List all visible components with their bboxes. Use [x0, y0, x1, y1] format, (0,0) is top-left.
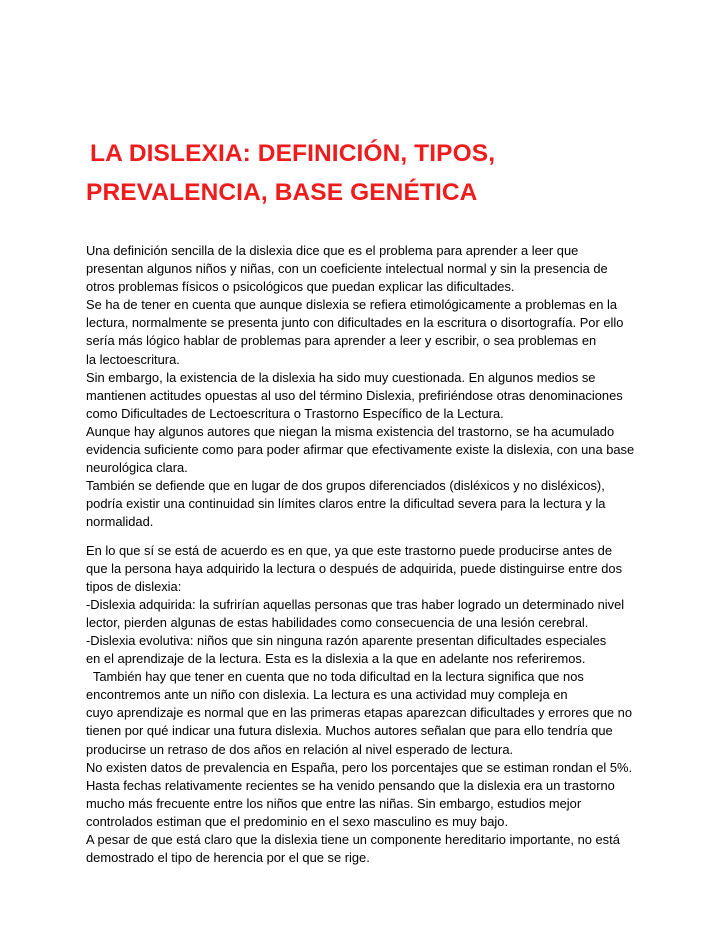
text-line: Aunque hay algunos autores que niegan la misma existencia del trastorno, se ha acumulado	[86, 423, 615, 439]
text-line: También hay que tener en cuenta que no toda dificultad en la lectura significa que nos	[86, 669, 584, 685]
text-line: No existen datos de prevalencia en España, pero los porcentajes que se estiman rondan el 5%.	[86, 759, 633, 775]
text-line: que la persona haya adquirido la lectura o después de adquirida, puede distinguirse entre dos	[86, 560, 623, 576]
paragraph-block-types	[86, 542, 706, 868]
text-line: la lectoescritura.	[86, 351, 180, 367]
text-line: mucho más frecuente entre los niños que entre las niñas. Sin embargo, estudios mejor	[86, 795, 582, 811]
document-title	[86, 134, 686, 212]
text-line: podría existir una continuidad sin límites claros entre la dificultad severa para la lectura y la	[86, 496, 606, 512]
paragraph-block-definition	[86, 242, 706, 532]
text-line: Se ha de tener en cuenta que aunque dislexia se refiera etimológicamente a problemas en la	[86, 297, 618, 313]
text-line: A pesar de que está claro que la dislexia tiene un componente hereditario importante, no está	[86, 832, 620, 847]
title-line: PREVALENCIA, BASE GENÉTICA	[86, 179, 478, 206]
text-line: Sin embargo, la existencia de la dislexia ha sido muy cuestionada. En algunos medios se	[86, 369, 596, 385]
text-line: encontremos ante un niño con dislexia. La lectura es una actividad muy compleja en	[86, 687, 568, 703]
text-line: demostrado el tipo de herencia por el que se rige.	[86, 850, 370, 866]
text-line: lectura, normalmente se presenta junto con dificultades en la escritura o disortografía. Por ello	[86, 315, 624, 331]
text-line: presentan algunos niños y niñas, con un coeficiente intelectual normal y sin la presencia de	[86, 261, 608, 277]
text-line: tipos de dislexia:	[86, 578, 182, 594]
text-line: mantienen actitudes opuestas al uso del término Dislexia, prefiriéndose otras denominaciones	[86, 387, 623, 403]
title-line: LA DISLEXIA: DEFINICIÓN, TIPOS,	[90, 140, 496, 167]
text-line: -Dislexia adquirida: la sufrirían aquellas personas que tras haber logrado un determinado nivel	[86, 596, 625, 612]
text-line: en el aprendizaje de la lectura. Esta es la dislexia a la que en adelante nos referiremos.	[86, 651, 586, 667]
text-line: producirse un retraso de dos años en relación al nivel esperado de lectura.	[86, 741, 514, 757]
text-line: sería más lógico hablar de problemas para aprender a leer y escribir, o sea problemas en	[86, 333, 597, 349]
text-line: neurológica clara.	[86, 460, 188, 476]
text-line: evidencia suficiente como para poder afirmar que efectivamente existe la dislexia, con una base	[86, 442, 635, 458]
text-line: lector, pierden algunas de estas habilidades como consecuencia de una lesión cerebral.	[86, 614, 589, 630]
text-line: -Dislexia evolutiva: niños que sin ninguna razón aparente presentan dificultades especiales	[86, 632, 607, 648]
text-line: otros problemas físicos o psicológicos que puedan explicar las dificultades.	[86, 279, 515, 295]
text-line: En lo que sí se está de acuerdo es en que, ya que este trastorno puede producirse antes de	[86, 542, 613, 558]
text-line: controlados estiman que el predominio en el sexo masculino es muy bajo.	[86, 813, 509, 829]
text-line: También se defiende que en lugar de dos grupos diferenciados (disléxicos y no disléxicos),	[86, 478, 605, 494]
text-line: tienen por qué indicar una futura dislexia. Muchos autores señalan que para ello tendría que	[86, 723, 613, 739]
text-line: Hasta fechas relativamente recientes se ha venido pensando que la dislexia era un trastorno	[86, 777, 615, 793]
text-line: cuyo aprendizaje es normal que en las primeras etapas aparezcan dificultades y errores que no	[86, 705, 633, 721]
document-body	[86, 242, 706, 867]
text-line: como Dificultades de Lectoescritura o Trastorno Específico de la Lectura.	[86, 405, 504, 421]
text-line: normalidad.	[86, 514, 154, 530]
text-line: Una definición sencilla de la dislexia dice que es el problema para aprender a leer que	[86, 243, 579, 258]
